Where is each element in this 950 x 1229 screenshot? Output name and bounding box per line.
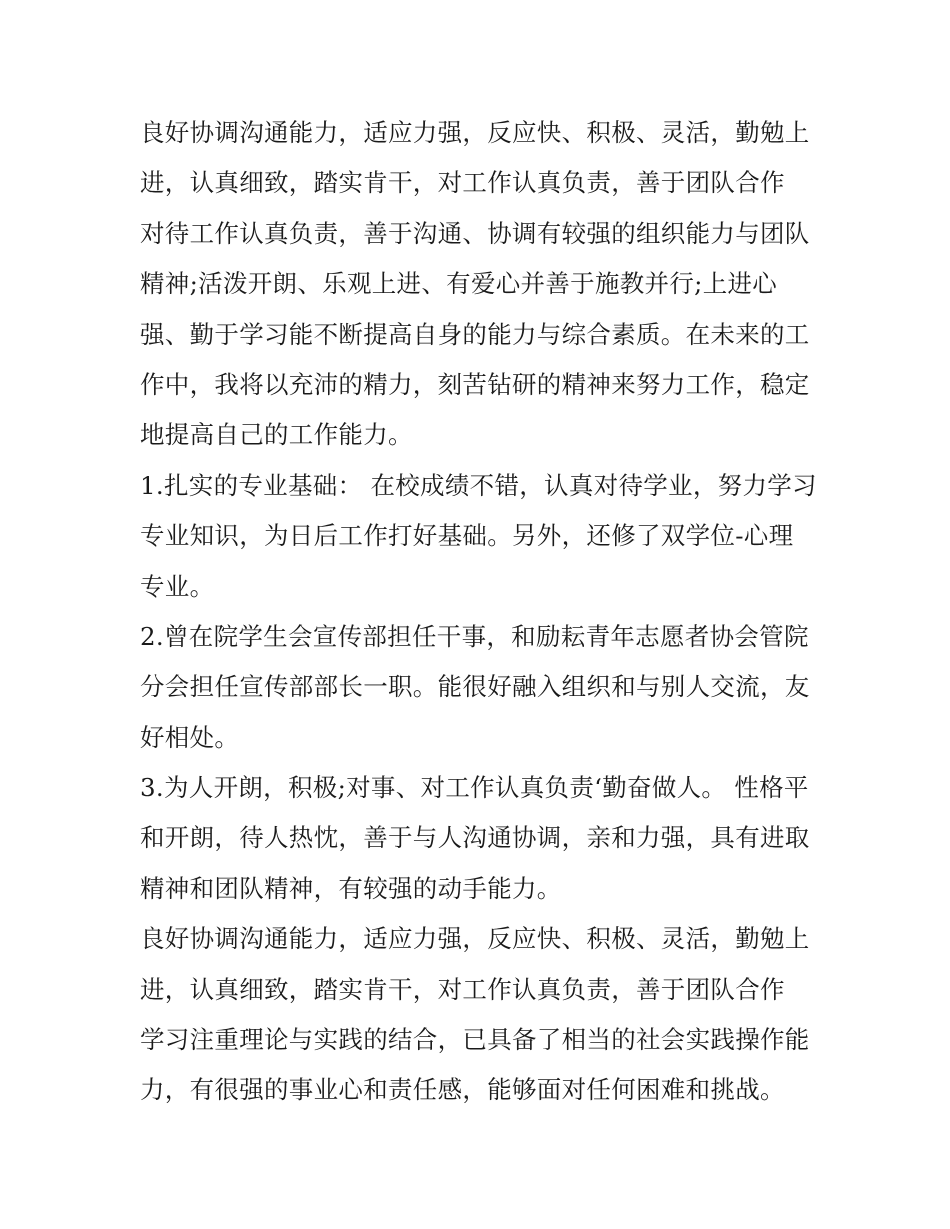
text-line: 好相处。: [140, 722, 240, 752]
text-line: 专业。: [140, 571, 215, 601]
text-line: 和开朗，待人热忱，善于与人沟通协调，亲和力强，具有进取: [140, 823, 810, 853]
text-line: 专业知识，为日后工作打好基础。另外，还修了双学位-心理: [140, 521, 794, 551]
text-line: 强、勤于学习能不断提高自身的能力与综合素质。在未来的工: [140, 319, 810, 349]
text-line: 地提高自己的工作能力。: [140, 420, 413, 450]
text-line: 良好协调沟通能力，适应力强，反应快、积极、灵活，勤勉上: [140, 118, 810, 147]
text-line: 良好协调沟通能力，适应力强，反应快、积极、灵活，勤勉上: [140, 924, 810, 954]
text-line: 对待工作认真负责，善于沟通、协调有较强的组织能力与团队: [140, 218, 810, 248]
text-line: 进，认真细致，踏实肯干，对工作认真负责，善于团队合作: [140, 168, 785, 198]
text-line: 精神;活泼开朗、乐观上进、有爱心并善于施教并行;上进心: [140, 269, 778, 299]
text-line: 作中，我将以充沛的精力，刻苦钻研的精神来努力工作，稳定: [140, 369, 810, 399]
text-line: 学习注重理论与实践的结合，已具备了相当的社会实践操作能: [140, 1025, 810, 1055]
text-line: 2.曾在院学生会宣传部担任干事，和励耘青年志愿者协会管院: [140, 621, 809, 651]
text-line: 1.扎实的专业基础： 在校成绩不错，认真对待学业，努力学习: [140, 470, 817, 500]
document-page: [140, 108, 830, 1116]
text-line: 力，有很强的事业心和责任感，能够面对任何困难和挑战。: [140, 1075, 785, 1105]
text-line: 精神和团队精神，有较强的动手能力。: [140, 873, 562, 903]
text-line: 3.为人开朗，积极;对事、对工作认真负责‘勤奋做人。 性格平: [140, 773, 809, 803]
text-line: 进，认真细致，踏实肯干，对工作认真负责，善于团队合作: [140, 974, 785, 1004]
text-line: 分会担任宣传部部长一职。能很好融入组织和与别人交流，友: [140, 672, 810, 702]
